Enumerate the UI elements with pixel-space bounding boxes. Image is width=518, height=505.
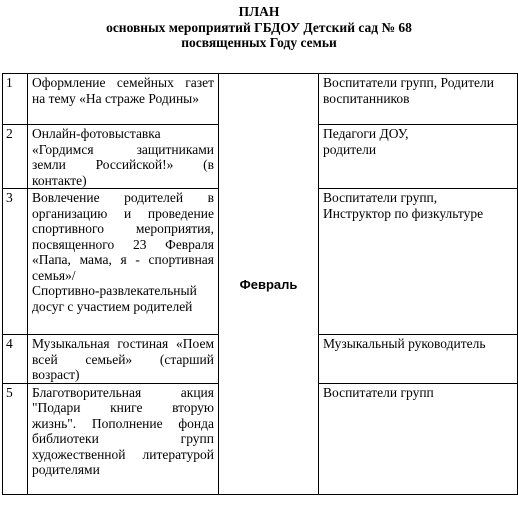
responsible-cell: Педагоги ДОУ, родители <box>319 125 518 189</box>
responsible-cell: Воспитатели групп <box>319 383 518 494</box>
responsible-cell: Музыкальный руководитель <box>319 335 518 384</box>
event-cell: Оформление семейных газет на тему «На страже Родины» <box>28 74 219 125</box>
document-header <box>0 4 518 51</box>
responsible-cell: Воспитатели групп, Родители воспитанников <box>319 74 518 125</box>
event-cell: Благотворительная акция "Подари книге вторую жизнь". Пополнение фонда библиотеки групп художественной литературой родителями <box>28 383 219 494</box>
plan-subtitle-theme: посвященных Году семьи <box>181 35 337 50</box>
row-number: 3 <box>3 189 28 335</box>
event-cell: Музыкальная гостиная «Поем всей семьей» (старший возраст) <box>28 335 219 384</box>
row-number: 1 <box>3 74 28 125</box>
plan-subtitle: основных мероприятий ГБДОУ Детский сад № 68 <box>106 19 412 35</box>
event-cell: Онлайн-фотовыставка «Гордимся защитниками земли Российской!» (в контакте) <box>28 125 219 189</box>
row-number: 2 <box>3 125 28 189</box>
row-number: 5 <box>3 383 28 494</box>
responsible-cell: Воспитатели групп, Инструктор по физкультуре <box>319 189 518 335</box>
month-cell: Февраль <box>219 74 319 495</box>
row-number: 4 <box>3 335 28 384</box>
table-row <box>3 74 518 125</box>
plan-title: ПЛАН <box>238 4 280 19</box>
event-cell: Вовлечение родителей в организацию и проведение спортивного мероприятия, посвященного 23 Февраля «Папа, мама, я - спортивная семья»/ Спортивно-развлекательный досуг с участием родителей <box>28 189 219 335</box>
events-table <box>2 73 518 495</box>
